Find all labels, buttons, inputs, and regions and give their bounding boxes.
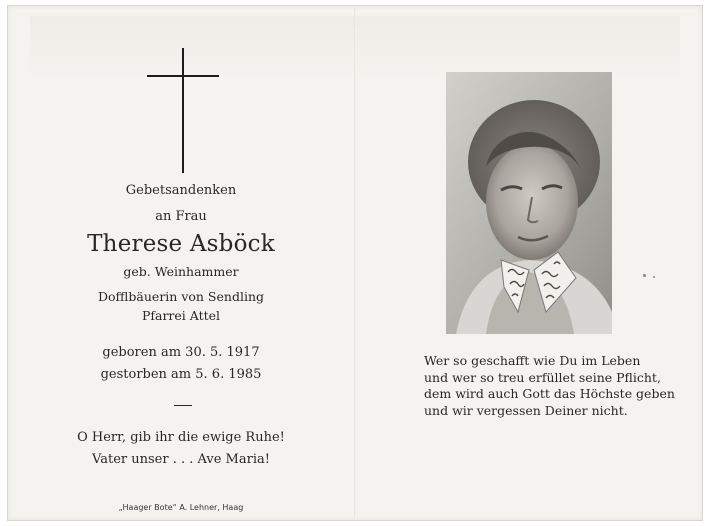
paper-speck <box>653 276 655 278</box>
prayer-line-1: O Herr, gib ihr die ewige Ruhe! <box>77 430 285 445</box>
memorial-poem <box>424 353 675 419</box>
left-panel <box>8 6 354 520</box>
poem-line: und wer so treu erfüllet seine Pflicht, <box>424 369 661 385</box>
card-heading: Gebetsandenken <box>125 183 237 198</box>
deceased-name: Therese Asböck <box>87 231 275 257</box>
poem-line: Wer so geschafft wie Du im Leben <box>424 353 641 368</box>
separator-dash <box>174 405 192 406</box>
cross-icon <box>147 48 219 173</box>
occupation-line: Dofflbäuerin von Sendling <box>98 289 264 304</box>
prayer-line-2: Vater unser . . . Ave Maria! <box>92 452 270 467</box>
death-date: gestorben am 5. 6. 1985 <box>100 367 262 382</box>
birth-date: geboren am 30. 5. 1917 <box>102 345 260 360</box>
right-panel <box>356 6 702 520</box>
maiden-name: geb. Weinhammer <box>123 264 239 279</box>
portrait-photo <box>446 72 612 334</box>
memorial-card <box>7 5 703 521</box>
parish-line: Pfarrei Attel <box>141 308 221 323</box>
poem-line: und wir vergessen Deiner nicht. <box>424 402 628 418</box>
address-line: an Frau <box>155 209 207 224</box>
paper-speck <box>643 274 646 277</box>
poem-line: dem wird auch Gott das Höchste geben <box>424 386 675 401</box>
printer-credit: „Haager Bote“ A. Lehner, Haag <box>118 503 244 512</box>
